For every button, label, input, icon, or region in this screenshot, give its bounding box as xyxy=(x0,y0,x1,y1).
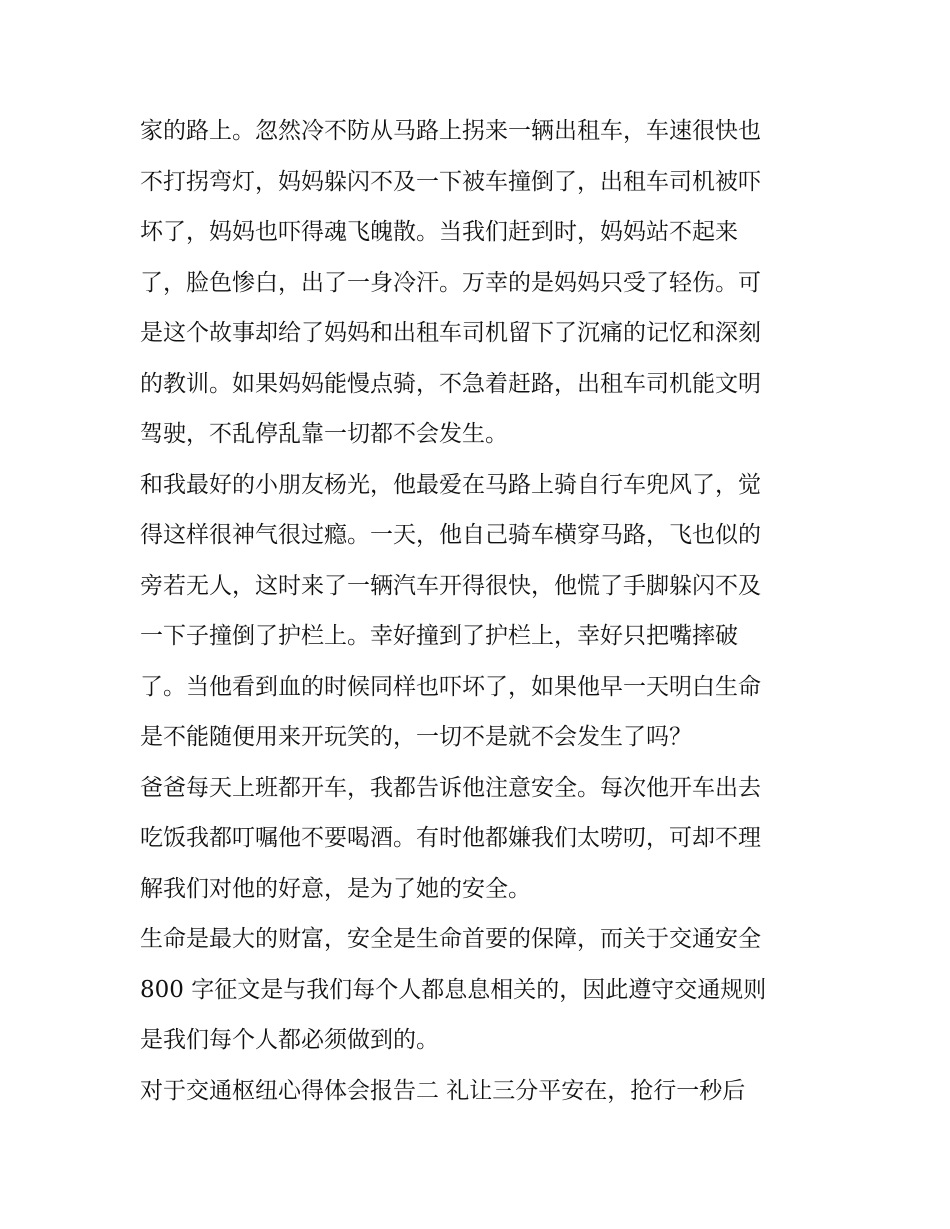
text-line: 解我们对他的好意，是为了她的安全。 xyxy=(140,875,531,902)
text-line: 对于交通枢纽心得体会报告二 礼让三分平安在，抢行一秒后 xyxy=(140,1077,746,1104)
text-line: 驾驶，不乱停乱靠一切都不会发生。 xyxy=(140,421,508,447)
text-line: 吃饭我都叮嘱他不要喝酒。有时他都嫌我们太唠叨，可却不理 xyxy=(140,825,761,851)
text-line: 坏了，妈妈也吓得魂飞魄散。当我们赶到时，妈妈站不起来 xyxy=(140,219,738,245)
essay-text xyxy=(140,106,830,1116)
text-line: 不打拐弯灯，妈妈躲闪不及一下被车撞倒了，出租车司机被吓 xyxy=(140,168,761,195)
text-line: 了，脸色惨白，出了一身冷汗。万幸的是妈妈只受了轻伤。可 xyxy=(140,269,761,296)
text-line: 一下子撞倒了护栏上。幸好撞到了护栏上，幸好只把嘴摔破 xyxy=(140,623,738,649)
text-line: 旁若无人，这时来了一辆汽车开得很快，他慌了手脚躲闪不及 xyxy=(140,572,761,599)
text-line: 是这个故事却给了妈妈和出租车司机留下了沉痛的记忆和深刻 xyxy=(140,320,761,346)
text-line: 和我最好的小朋友杨光，他最爱在马路上骑自行车兜风了，觉 xyxy=(140,471,761,498)
text-line: 是不能随便用来开玩笑的，一切不是就不会发生了吗？ xyxy=(140,724,692,750)
text-line: 生命是最大的财富，安全是生命首要的保障，而关于交通安全 xyxy=(140,926,761,952)
text-line: 是我们每个人都必须做到的。 xyxy=(140,1027,439,1053)
text-line: 了。当他看到血的时候同样也吓坏了，如果他早一天明白生命 xyxy=(140,673,761,700)
text-line: 家的路上。忽然冷不防从马路上拐来一辆出租车，车速很快也 xyxy=(140,118,761,144)
text-line: 爸爸每天上班都开车，我都告诉他注意安全。每次他开车出去 xyxy=(140,774,761,801)
text-line: 的教训。如果妈妈能慢点骑，不急着赶路，出租车司机能文明 xyxy=(140,370,761,397)
text-line: 得这样很神气很过瘾。一天，他自己骑车横穿马路，飞也似的 xyxy=(140,522,761,548)
text-line: 800 字征文是与我们每个人都息息相关的，因此遵守交通规则 xyxy=(140,976,767,1003)
